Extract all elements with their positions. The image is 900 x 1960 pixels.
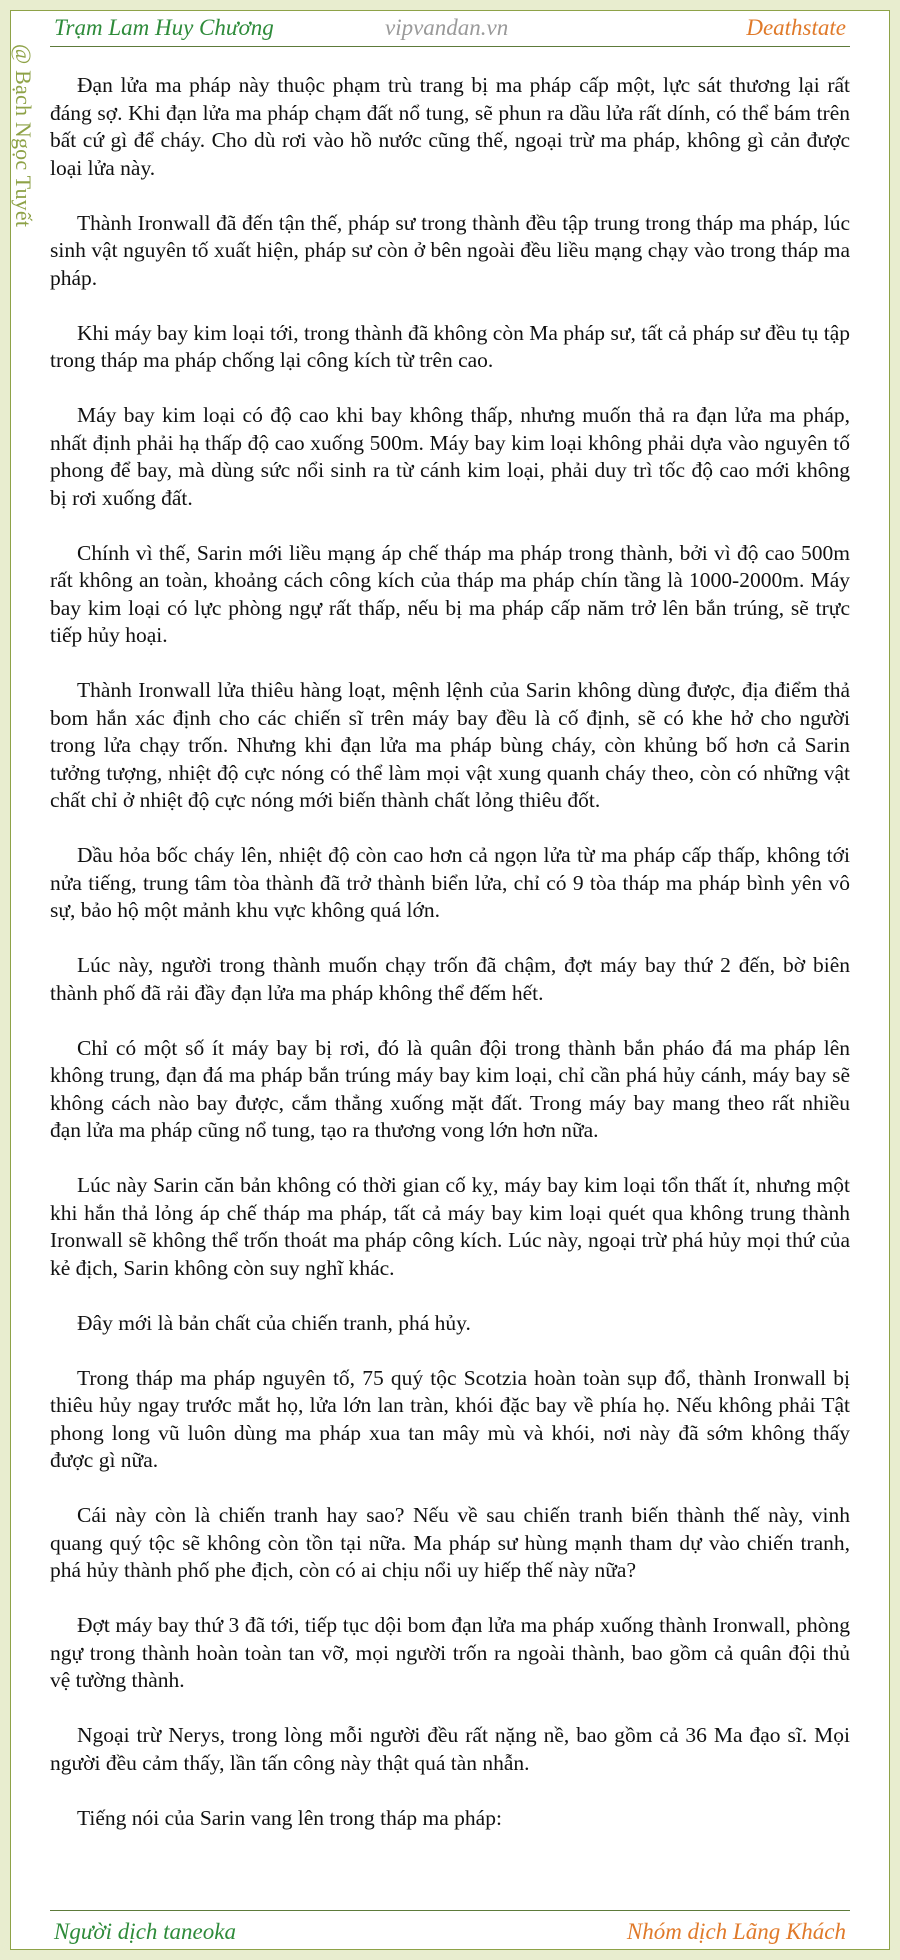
paragraph: Cái này còn là chiến tranh hay sao? Nếu về sau chiến tranh biến thành thế này, vinh quang quý tộc sẽ không còn tồn tại nữa. Ma pháp sư hùng mạnh tham dự vào chiến tranh, phá hủy thành phố phe địch, còn có ai chịu nổi uy hiếp thế này nữa? [50,1503,850,1582]
page-footer [50,1910,850,1951]
paragraph: Thành Ironwall đã đến tận thế, pháp sư trong thành đều tập trung trong tháp ma pháp, lúc sinh vật nguyên tố xuất hiện, pháp sư còn ở bên ngoài đều liều mạng chạy vào trong tháp ma pháp. [50,210,850,290]
chapter-body [50,72,850,1860]
paragraph: Máy bay kim loại có độ cao khi bay không thấp, nhưng muốn thả ra đạn lửa ma pháp, nhất định phải hạ thấp độ cao xuống 500m. Máy bay kim loại không phải dựa vào nguyên tố phong để bay, mà dùng sức nổi sinh ra từ cánh kim loại, phải duy trì tốc độ cao mới không bị rơi xuống đất. [50,403,850,510]
paragraph: Lúc này, người trong thành muốn chạy trốn đã chậm, đợt máy bay thứ 2 đến, bờ biên thành phố đã rải đầy đạn lửa ma pháp không thể đếm hết. [50,953,850,1005]
header-book-title: Deathstate [746,15,846,40]
header-site-name: Trạm Lam Huy Chương [54,15,274,40]
paragraph: Dầu hỏa bốc cháy lên, nhiệt độ còn cao hơn cả ngọn lửa từ ma pháp cấp thấp, không tới nửa tiếng, trung tâm tòa thành đã trở thành biển lửa, chỉ có 9 tòa tháp ma pháp bình yên vô sự, bảo hộ một mảnh khu vực không quá lớn. [50,843,850,922]
paragraph: Chính vì thế, Sarin mới liều mạng áp chế tháp ma pháp trong thành, bởi vì độ cao 500m rất không an toàn, khoảng cách công kích của tháp ma pháp chín tầng là 1000-2000m. Máy bay kim loại có lực phòng ngự rất thấp, nếu bị ma pháp cấp năm trở lên bắn trúng, sẽ trực tiếp hủy hoại. [50,540,850,647]
paragraph: Đây mới là bản chất của chiến tranh, phá hủy. [77,1310,471,1335]
paragraph: Khi máy bay kim loại tới, trong thành đã không còn Ma pháp sư, tất cả pháp sư đều tụ tập trong tháp ma pháp chống lại công kích từ trên cao. [50,320,850,372]
footer-translation-group: Nhóm dịch Lãng Khách [626,1919,846,1944]
header-domain: vipvandan.vn [385,15,509,40]
paragraph: Đợt máy bay thứ 3 đã tới, tiếp tục dội bom đạn lửa ma pháp xuống thành Ironwall, phòng ngự trong thành hoàn toàn tan vỡ, mọi người trốn ra ngoài thành, bao gồm cả quân đội thủ vệ tường thành. [50,1613,850,1692]
paragraph: Ngoại trừ Nerys, trong lòng mỗi người đều rất nặng nề, bao gồm cả 36 Ma đạo sĩ. Mọi người đều cảm thấy, lần tấn công này thật quá tàn nhẫn. [50,1723,850,1775]
paragraph: Đạn lửa ma pháp này thuộc phạm trù trang bị ma pháp cấp một, lực sát thương lại rất đáng sợ. Khi đạn lửa ma pháp chạm đất nổ tung, sẽ phun ra dầu lửa rất dính, có thể bám trên bất cứ gì để cháy. Cho dù rơi vào hồ nước cũng thế, ngoại trừ ma pháp, không gì cản được loại lửa này. [50,73,850,180]
paragraph: Lúc này Sarin căn bản không có thời gian cố kỵ, máy bay kim loại tổn thất ít, nhưng một khi hắn thả lỏng áp chế tháp ma pháp, tất cả máy bay kim loại quét qua không trung thành Ironwall sẽ không thể trốn thoát ma pháp công kích. Lúc này, ngoại trừ phá hủy mọi thứ của kẻ địch, Sarin không còn suy nghĩ khác. [50,1173,850,1280]
footer-translator: Người dịch taneoka [54,1919,236,1944]
paragraph: Thành Ironwall lửa thiêu hàng loạt, mệnh lệnh của Sarin không dùng được, địa điểm thả bom hắn xác định cho các chiến sĩ trên máy bay đều là cố định, sẽ có khe hở cho người trong lửa chạy trốn. Nhưng khi đạn lửa ma pháp bùng cháy, còn khủng bố hơn cả Sarin tưởng tượng, nhiệt độ cực nóng có thể làm mọi vật xung quanh cháy theo, còn có những vật chất chỉ ở nhiệt độ cực nóng mới biến thành chất lỏng thiêu đốt. [50,678,850,812]
side-credit-watermark: @ Bạch Ngọc Tuyết [11,44,36,228]
page-header [50,6,850,47]
paragraph: Tiếng nói của Sarin vang lên trong tháp ma pháp: [77,1805,502,1830]
paragraph: Trong tháp ma pháp nguyên tố, 75 quý tộc Scotzia hoàn toàn sụp đổ, thành Ironwall bị thiêu hủy ngay trước mắt họ, lửa lớn lan tràn, khói đặc bay về phía họ. Nếu không phải Tật phong long vũ luôn dùng ma pháp xua tan mây mù và khói, nơi này đã sớm không thấy được gì nữa. [50,1365,850,1472]
paragraph: Chỉ có một số ít máy bay bị rơi, đó là quân đội trong thành bắn pháo đá ma pháp lên không trung, đạn đá ma pháp bắn trúng máy bay kim loại, chỉ cần phá hủy cánh, máy bay sẽ không cách nào bay được, cắm thẳng xuống mặt đất. Trong máy bay mang theo rất nhiều đạn lửa ma pháp cũng nổ tung, tạo ra thương vong lớn hơn nữa. [50,1035,850,1142]
